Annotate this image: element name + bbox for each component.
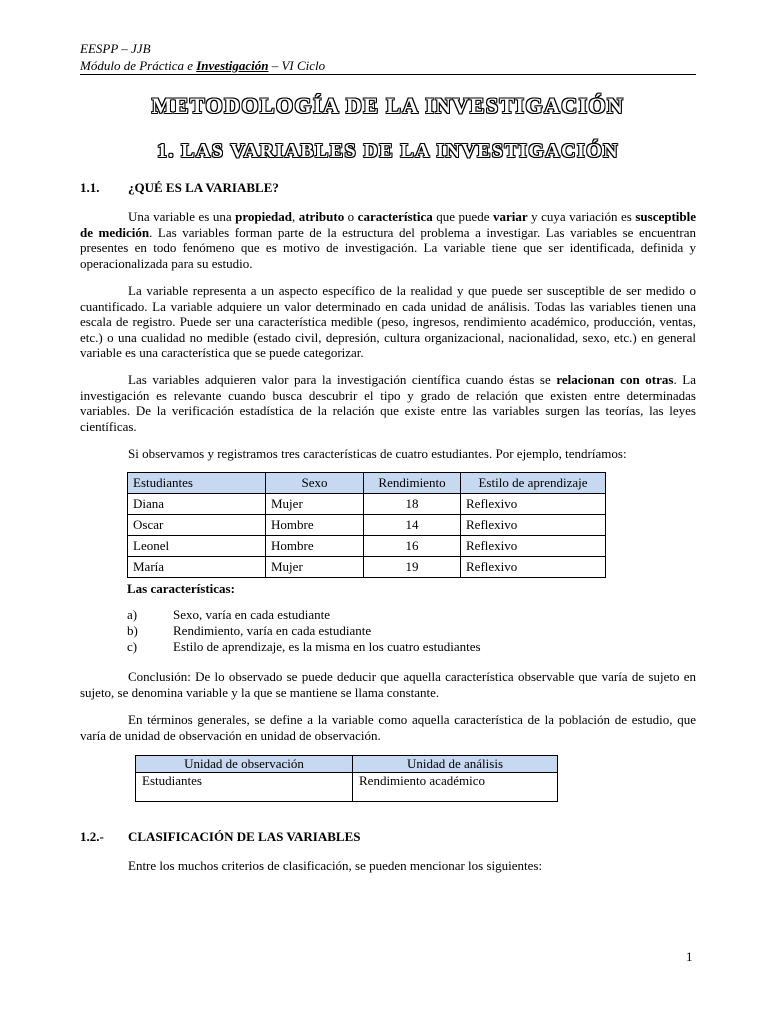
section-number: 1.2.- [80, 829, 104, 844]
table-cell: Leonel [128, 536, 266, 557]
characteristics-list [127, 607, 481, 655]
table-cell: Mujer [266, 494, 364, 515]
table-cell: Reflexivo [461, 557, 606, 578]
list-item: c) Estilo de aprendizaje, es la misma en los cuatro estudiantes [127, 639, 481, 654]
students-table [127, 472, 606, 578]
table-row [128, 494, 606, 515]
section-number: 1.1. [80, 180, 100, 195]
table-cell: Reflexivo [461, 515, 606, 536]
header-line-1: EESPP – JJB [80, 41, 151, 56]
table-cell: Diana [128, 494, 266, 515]
table-header-cell: Sexo [266, 473, 364, 494]
header-line-2-pre: Módulo de Práctica e [80, 58, 197, 73]
table-row [128, 557, 606, 578]
table-row [128, 536, 606, 557]
table-header-cell: Estudiantes [128, 473, 266, 494]
header-line-2 [80, 57, 325, 74]
table-cell: Hombre [266, 536, 364, 557]
paragraph-definition: Una variable es una propiedad, atributo o característica que puede variar y cuya variación es susceptible de medición. Las variables forman parte de la estructura del problema a investigar. Las variables se encuentran presentes en todo fenómeno que es motivo de investigación. La variable tiene que ser identificada, definida y operacionalizada para su estudio. [80, 209, 697, 271]
table-cell: Reflexivo [461, 494, 606, 515]
list-item: b) Rendimiento, varía en cada estudiante [127, 623, 372, 638]
table-header-cell: Estilo de aprendizaje [461, 473, 606, 494]
main-title: METODOLOGÍA DE LA INVESTIGACIÓN [151, 93, 625, 118]
header-rule [80, 74, 696, 75]
table-cell: Oscar [128, 515, 266, 536]
page-number: 1 [686, 949, 693, 964]
running-header [80, 40, 325, 74]
table-cell: Estudiantes [136, 773, 353, 802]
table-header-row [128, 473, 606, 494]
table-cell: Mujer [266, 557, 364, 578]
list-item: a) Sexo, varía en cada estudiante [127, 607, 331, 622]
table-header-row [136, 756, 558, 773]
table-row [136, 773, 558, 802]
characteristics-title: Las características: [127, 581, 235, 596]
header-line-2-post: – VI Ciclo [268, 58, 326, 73]
paragraph-classification-intro: Entre los muchos criterios de clasificación, se pueden mencionar los siguientes: [128, 858, 543, 873]
table-header-cell: Unidad de análisis [353, 756, 558, 773]
table-header-cell: Unidad de observación [136, 756, 353, 773]
section-heading-text: ¿QUÉ ES LA VARIABLE? [128, 180, 279, 195]
table-cell: Hombre [266, 515, 364, 536]
table-cell: Reflexivo [461, 536, 606, 557]
paragraph-example-intro: Si observamos y registramos tres características de cuatro estudiantes. Por ejemplo, tendríamos: [128, 446, 627, 461]
paragraph-representation: La variable representa a un aspecto específico de la realidad y que puede ser susceptible de ser medido o cuantificado. La variable adquiere un valor determinado en cada unidad de análisis. Todas las variables tienen una escala de registro. Puede ser una característica medible (peso, ingresos, rendimiento académico, producción, ventas, etc.) o una cualidad no medible (estado civil, depresión, cultura organizacional, nacionalidad, sexo, etc.) en general variable es una característica que se puede categorizar. [80, 283, 696, 360]
header-line-2-bold: Investigación [196, 58, 269, 73]
table-cell: María [128, 557, 266, 578]
table-header-cell: Rendimiento [364, 473, 461, 494]
units-table [135, 755, 558, 802]
table-row [128, 515, 606, 536]
section-heading-1-1 [80, 180, 279, 196]
section-heading-1-2 [80, 829, 361, 845]
section-heading-text: CLASIFICACIÓN DE LAS VARIABLES [128, 829, 361, 844]
table-cell: 18 [364, 494, 461, 515]
paragraph-conclusion: Conclusión: De lo observado se puede deducir que aquella característica observable que varía de sujeto en sujeto, se denomina variable y la que se mantiene se llama constante. [80, 669, 696, 700]
table-cell: 19 [364, 557, 461, 578]
table-cell: 16 [364, 536, 461, 557]
table-cell: 14 [364, 515, 461, 536]
table-cell: Rendimiento académico [353, 773, 558, 802]
paragraph-general-definition: En términos generales, se define a la variable como aquella característica de la población de estudio, que varía de unidad de observación en unidad de observación. [80, 712, 696, 743]
paragraph-relations: Las variables adquieren valor para la investigación científica cuando éstas se relacionan con otras. La investigación es relevante cuando busca descubrir el tipo y grado de relación que existen entre determinadas variables. De la verificación estadística de la relación que existe entre las variables surgen las teorías, las leyes científicas. [80, 372, 696, 434]
section-title: 1. LAS VARIABLES DE LA INVESTIGACIÓN [156, 140, 619, 162]
